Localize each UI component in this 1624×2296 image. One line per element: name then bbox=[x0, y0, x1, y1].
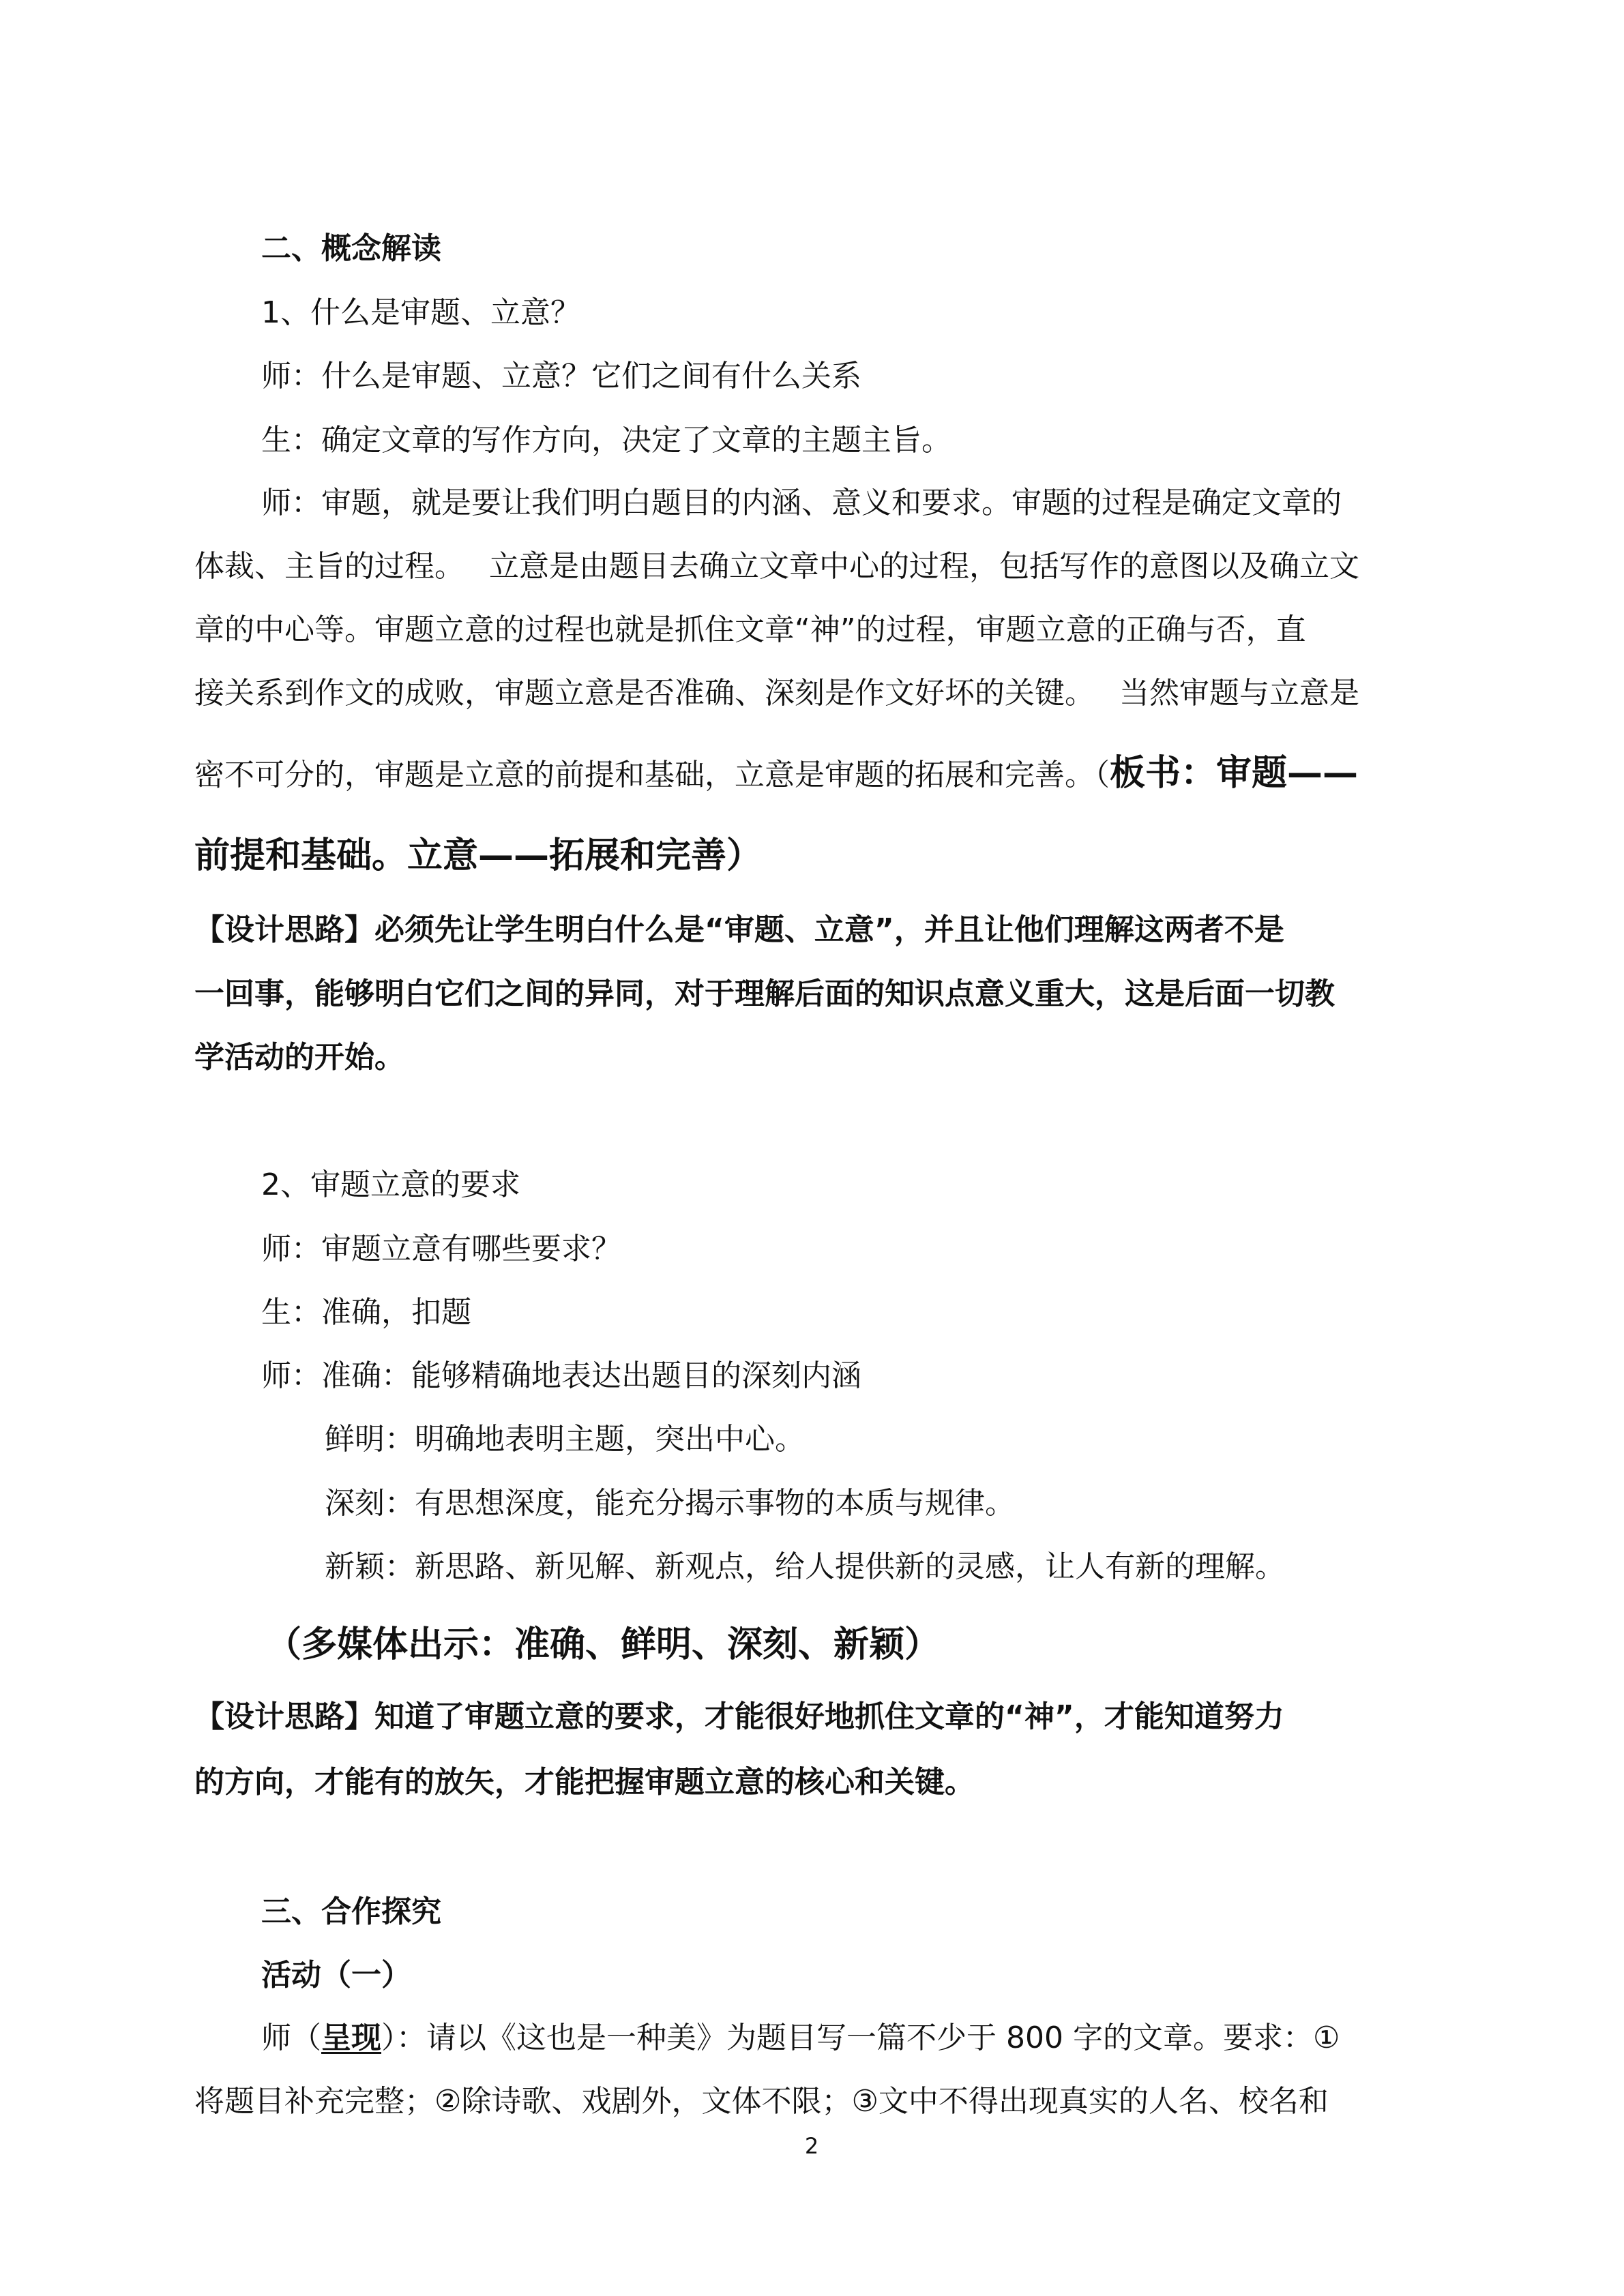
paragraph-line-with-board bbox=[194, 753, 1359, 794]
section-heading-cooperation: 三、合作探究 bbox=[261, 1894, 441, 1929]
student-line: 生：准确，扣题 bbox=[261, 1295, 471, 1330]
requirement-item: 新颖：新思路、新见解、新观点，给人提供新的灵感，让人有新的理解。 bbox=[325, 1549, 1285, 1584]
paragraph-line: 接关系到作文的成败，审题立意是否准确、深刻是作文好坏的关键。 当然审题与立意是 bbox=[194, 676, 1359, 711]
task-line: 将题目补充完整；②除诗歌、戏剧外，文体不限；③文中不得出现真实的人名、校名和 bbox=[194, 2084, 1329, 2119]
task-text: ）：请以《这也是一种美》为题目写一篇不少于 800 字的文章。要求：① bbox=[381, 2021, 1340, 2055]
design-idea-line: 【设计思路】知道了审题立意的要求，才能很好地抓住文章的“神”，才能知道努力 bbox=[194, 1699, 1284, 1734]
student-line: 生：确定文章的写作方向，决定了文章的主题主旨。 bbox=[261, 423, 951, 458]
paragraph-text: 密不可分的，审题是立意的前提和基础，立意是审题的拓展和完善。（ bbox=[194, 758, 1110, 792]
question-title: 2、审题立意的要求 bbox=[261, 1167, 520, 1202]
activity-title: 活动（一） bbox=[261, 1958, 411, 1993]
design-idea-line: 【设计思路】必须先让学生明白什么是“审题、立意”，并且让他们理解这两者不是 bbox=[194, 912, 1284, 947]
teacher-line: 师：审题立意有哪些要求？ bbox=[261, 1232, 621, 1266]
requirement-item: 师：准确：能够精确地表达出题目的深刻内涵 bbox=[261, 1358, 861, 1393]
paragraph-line: 体裁、主旨的过程。 立意是由题目去确立文章中心的过程，包括写作的意图以及确立文 bbox=[194, 549, 1359, 584]
question-title: 1、什么是审题、立意？ bbox=[261, 295, 580, 330]
task-text: 师（ bbox=[261, 2021, 321, 2055]
task-line bbox=[261, 2023, 1340, 2053]
design-idea-line: 学活动的开始。 bbox=[194, 1040, 404, 1075]
design-idea-line: 的方向，才能有的放矢，才能把握审题立意的核心和关键。 bbox=[194, 1765, 975, 1800]
board-note: 板书：审题—— bbox=[1110, 753, 1359, 794]
board-note: 前提和基础。立意——拓展和完善） bbox=[194, 835, 763, 876]
task-presented: 呈现 bbox=[321, 2021, 381, 2055]
section-heading-concept: 二、概念解读 bbox=[261, 231, 441, 266]
page-number: 2 bbox=[804, 2133, 819, 2159]
paragraph-line: 章的中心等。审题立意的过程也就是抓住文章“神”的过程，审题立意的正确与否，直 bbox=[194, 612, 1306, 647]
requirement-item: 深刻：有思想深度，能充分揭示事物的本质与规律。 bbox=[325, 1486, 1015, 1521]
requirement-item: 鲜明：明确地表明主题，突出中心。 bbox=[325, 1422, 805, 1457]
multimedia-note: （多媒体出示：准确、鲜明、深刻、新颖） bbox=[266, 1624, 941, 1665]
design-idea-line: 一回事，能够明白它们之间的异同，对于理解后面的知识点意义重大，这是后面一切教 bbox=[194, 976, 1335, 1011]
paragraph-line: 师：审题，就是要让我们明白题目的内涵、意义和要求。审题的过程是确定文章的 bbox=[261, 486, 1342, 520]
teacher-line: 师：什么是审题、立意？它们之间有什么关系 bbox=[261, 359, 861, 393]
